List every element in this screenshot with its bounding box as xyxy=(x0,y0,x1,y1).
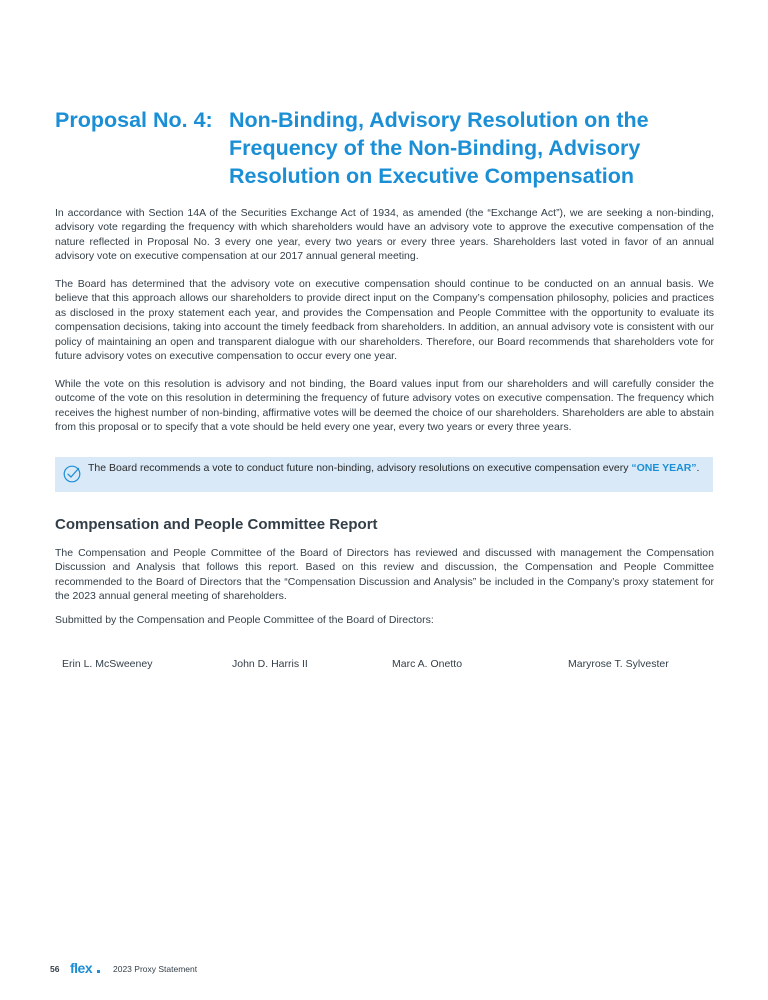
proposal-number: Proposal No. 4: xyxy=(55,108,213,132)
exchange-act-paragraph: In accordance with Section 14A of the Securities Exchange Act of 1934, as amended (the “Exchange Act”), we are seeking a non-binding, advisory vote regarding the frequency with which shareholders would have an advisory vote to approve the executive compensation of the nature reflected in Proposal No. 3 every one year, every two years or every three years. Shareholders last voted in favor of an annual advisory vote on executive compensation at our 2017 annual general meeting. xyxy=(55,207,714,263)
document-title: 2023 Proxy Statement xyxy=(113,964,198,974)
proposal-title-line: Frequency of the Non-Binding, Advisory xyxy=(229,136,641,160)
signatory-name: Marc A. Onetto xyxy=(392,658,463,670)
advisory-vote-paragraph: While the vote on this resolution is advisory and not binding, the Board values input from our shareholders and will carefully consider the outcome of the vote on this resolution in determining the frequency of future advisory votes on executive compensation. The frequency which receives the highest number of non-binding, affirmative votes will be deemed the choice of our shareholders. Shareholders are able to abstain from this proposal or to specify that a vote should be held every one year, every two years or every three years. xyxy=(55,378,714,434)
signatory-name: John D. Harris II xyxy=(232,658,308,670)
recommendation-suffix: . xyxy=(696,462,700,474)
signatory-name: Erin L. McSweeney xyxy=(62,658,153,670)
submitted-by-paragraph: Submitted by the Compensation and People Committee of the Board of Directors: xyxy=(55,614,434,626)
proposal-title-text xyxy=(229,106,715,190)
board-determination-paragraph: The Board has determined that the advisory vote on executive compensation should continue to be conducted on an annual basis. We believe that this approach allows our shareholders to provide direct input on the Company’s compensation philosophy, policies and practices as disclosed in the proxy statement each year, and provides the Compensation and People Committee with the opportunity to evaluate its compensation decisions, taking into account the timely feedback from shareholders. In addition, an annual advisory vote is consistent with our policy of maintaining an open and transparent dialogue with our shareholders. Therefore, our Board recommends that shareholders vote for future advisory votes on executive compensation to occur every one year. xyxy=(55,278,714,363)
check-circle-icon xyxy=(63,465,81,483)
page-number: 56 xyxy=(50,964,60,974)
proposal-title-line: Non-Binding, Advisory Resolution on the xyxy=(229,108,649,132)
recommendation-highlight: “ONE YEAR” xyxy=(631,462,697,474)
flex-logo: flex xyxy=(70,960,93,976)
recommendation-text xyxy=(88,462,706,475)
committee-report-paragraph: The Compensation and People Committee of the Board of Directors has reviewed and discussed with management the Compensation Discussion and Analysis that follows this report. Based on this review and discussion, the Compensation and People Committee recommended to the Board of Directors that the “Compensation Discussion and Analysis” be included in the Company’s proxy statement for the 2023 annual general meeting of shareholders. xyxy=(55,547,714,603)
signatory-name: Maryrose T. Sylvester xyxy=(568,658,669,670)
logo-dot xyxy=(97,970,100,973)
proposal-title xyxy=(55,106,715,190)
recommendation-body: The Board recommends a vote to conduct future non-binding, advisory resolutions on executive compensation every xyxy=(88,462,632,474)
board-recommendation-callout xyxy=(55,457,713,492)
proposal-title-line: Resolution on Executive Compensation xyxy=(229,164,634,188)
page-footer xyxy=(0,960,768,980)
committee-report-heading: Compensation and People Committee Report xyxy=(55,516,378,533)
